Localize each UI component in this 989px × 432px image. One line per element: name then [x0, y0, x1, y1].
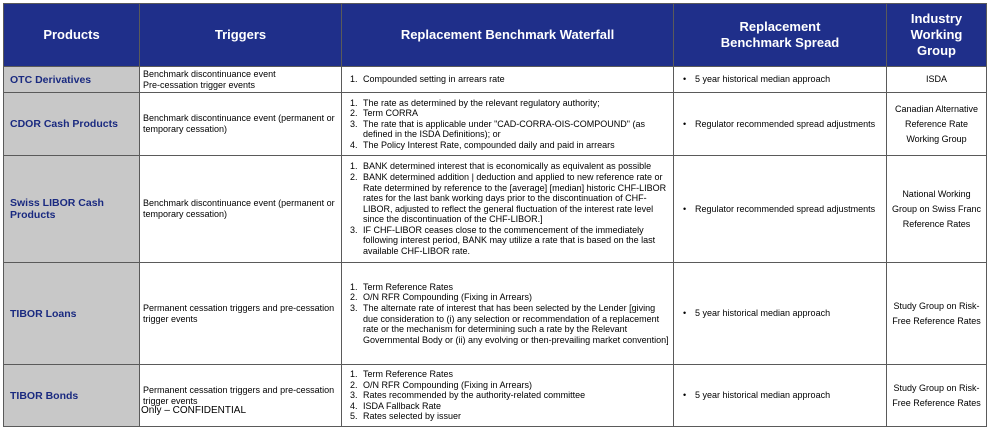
spread-item: • Regulator recommended spread adjustments: [689, 119, 886, 130]
waterfall-item: 2. Term CORRA: [360, 108, 671, 119]
waterfall-item: 4. ISDA Fallback Rate: [360, 401, 671, 412]
product-cell: OTC Derivatives: [4, 67, 140, 93]
waterfall-item: 1. The rate as determined by the relevant regulatory authority;: [360, 98, 671, 109]
group-cell: National Working Group on Swiss Franc Reference Rates: [887, 156, 987, 263]
header-row: [4, 4, 987, 67]
spread-cell: [674, 263, 887, 365]
waterfall-item: 1. BANK determined interest that is economically as equivalent as possible: [360, 161, 671, 172]
table-row: [4, 67, 987, 93]
group-cell: Study Group on Risk-Free Reference Rates: [887, 263, 987, 365]
product-cell: TIBOR Bonds: [4, 365, 140, 427]
triggers-cell: Benchmark discontinuance event (permanent or temporary cessation): [140, 93, 342, 156]
waterfall-cell: [342, 67, 674, 93]
table-row: [4, 93, 987, 156]
triggers-cell: Benchmark discontinuance event Pre-cessation trigger events: [140, 67, 342, 93]
table-row: [4, 156, 987, 263]
waterfall-item: 2. BANK determined addition | deduction and applied to new reference rate or Rate determined by reference to the [average] [median] historic CHF-LIBOR rates for the last bank working days prior to the discontinuation of CHF-LIBOR, adjusted to reflect the general fluctuation of the interest rate level since the discontinuation of the CHF-LIBOR.]: [360, 172, 671, 225]
product-cell: CDOR Cash Products: [4, 93, 140, 156]
benchmark-table: [3, 3, 987, 427]
group-cell: Canadian Alternative Reference Rate Working Group: [887, 93, 987, 156]
header-group: Industry Working Group: [887, 4, 987, 67]
header-products: Products: [4, 4, 140, 67]
waterfall-cell: [342, 365, 674, 427]
spread-item: • Regulator recommended spread adjustments: [689, 204, 886, 215]
waterfall-item: 1. Compounded setting in arrears rate: [360, 74, 671, 85]
spread-item: • 5 year historical median approach: [689, 390, 886, 401]
spread-cell: [674, 67, 887, 93]
spread-cell: [674, 156, 887, 263]
spread-cell: [674, 365, 887, 427]
header-waterfall: Replacement Benchmark Waterfall: [342, 4, 674, 67]
table-row: [4, 263, 987, 365]
waterfall-item: 2. O/N RFR Compounding (Fixing in Arrears): [360, 292, 671, 303]
header-triggers: Triggers: [140, 4, 342, 67]
waterfall-item: 3. IF CHF-LIBOR ceases close to the commencement of the immediately following interest period, BANK may utilize a rate that is based on the last available CHF-LIBOR rate.: [360, 225, 671, 257]
confidential-footer: Only – CONFIDENTIAL: [141, 405, 247, 416]
triggers-cell: Benchmark discontinuance event (permanent or temporary cessation): [140, 156, 342, 263]
product-cell: TIBOR Loans: [4, 263, 140, 365]
table-row: [4, 365, 987, 427]
waterfall-item: 3. Rates recommended by the authority-related committee: [360, 390, 671, 401]
group-cell: Study Group on Risk-Free Reference Rates: [887, 365, 987, 427]
waterfall-item: 2. O/N RFR Compounding (Fixing in Arrears): [360, 380, 671, 391]
triggers-cell: Permanent cessation triggers and pre-cessation trigger events: [140, 365, 342, 427]
waterfall-item: 5. Rates selected by issuer: [360, 411, 671, 422]
waterfall-item: 1. Term Reference Rates: [360, 369, 671, 380]
waterfall-cell: [342, 93, 674, 156]
triggers-cell: Permanent cessation triggers and pre-cessation trigger events: [140, 263, 342, 365]
waterfall-item: 3. The alternate rate of interest that has been selected by the Lender [giving due consideration to (i) any selection or recommendation of a replacement rate or the mechanism for determining such a rate by the Relevant Governmental Body or (ii) any evolving or then-prevailing market convention]: [360, 303, 671, 345]
spread-item: • 5 year historical median approach: [689, 74, 886, 85]
waterfall-cell: [342, 156, 674, 263]
waterfall-item: 3. The rate that is applicable under "CAD-CORRA-OIS-COMPOUND" (as defined in the ISDA Definitions); or: [360, 119, 671, 140]
group-cell: ISDA: [887, 67, 987, 93]
waterfall-item: 1. Term Reference Rates: [360, 282, 671, 293]
product-cell: Swiss LIBOR Cash Products: [4, 156, 140, 263]
waterfall-cell: [342, 263, 674, 365]
spread-item: • 5 year historical median approach: [689, 308, 886, 319]
waterfall-item: 4. The Policy Interest Rate, compounded daily and paid in arrears: [360, 140, 671, 151]
header-spread: Replacement Benchmark Spread: [674, 4, 887, 67]
spread-cell: [674, 93, 887, 156]
